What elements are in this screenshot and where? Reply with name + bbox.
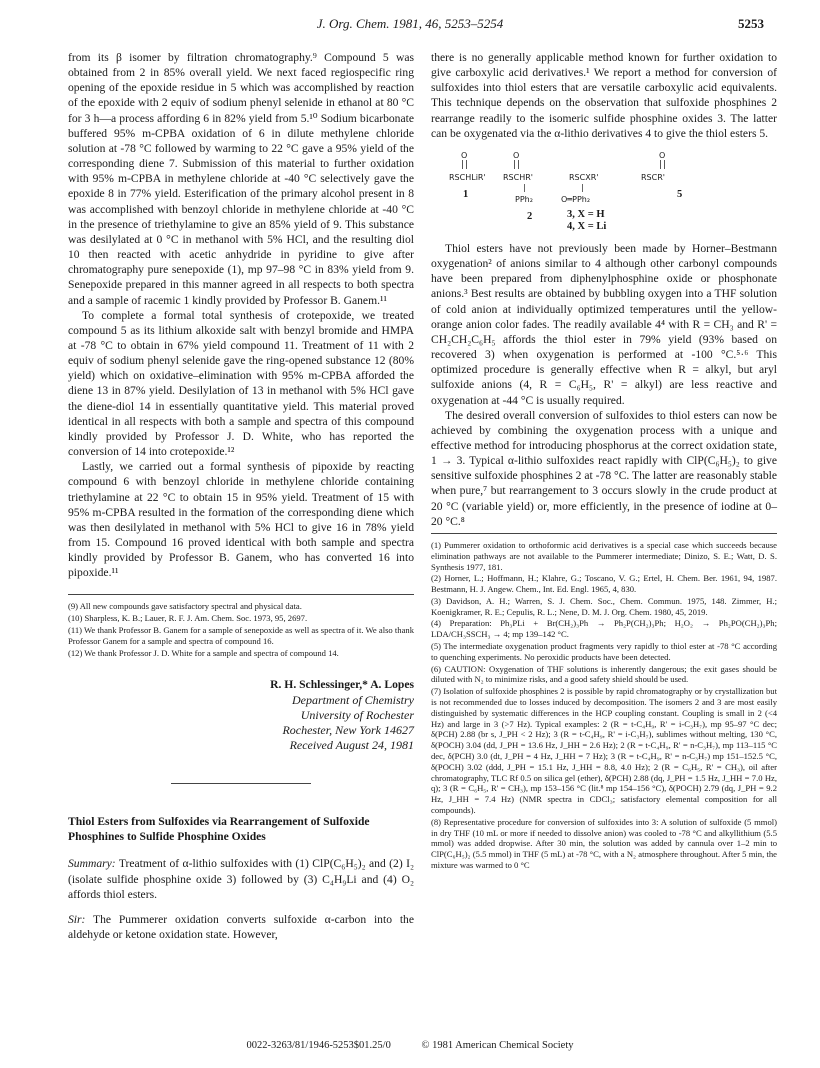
- compound-2-label: 2: [527, 210, 533, 222]
- formula-3-4: RSCXR': [569, 172, 599, 182]
- left-paragraph-1: from its β isomer by filtration chromatography.⁹ Compound 5 was obtained from 2 in 85% overall yield. We next faced regiospecific ring opening of the epoxide residue in 5 which was accomplished by reaction of the epoxide with 2 equiv of sodium phenyl selenide in ethanol at 80 °C for 3 h—a process affording 6 in 82% yield from 5.¹⁰ Sodium bicarbonate buffered 95% m-CPBA oxidation of 6 in dilute methylene chloride solution at -78 °C followed by warming to 22 °C gave a 95% yield of the corresponding diene 7. Submission of this material to further oxidation with 95% m-CPBA in methylene chloride at -40 °C selectively gave the epoxide 8 in 77% yield. Esterification of the primary alcohol present in 8 was accomplished with benzoyl chloride in methylene chloride at -40 °C in the presence of triethylamine to give an 85% yield of 9. This substance was desilylated at 0 °C in methanol with 5% HCl, and the resulting diol 10 then reacted with acetic anhydride in pyridine to give after chromatography pure senepoxide (1), mp 97–98 °C in 83% yield from 9. Senepoxide prepared in this manner agreed in all respects to both spectra and a sample of racemic 1 kindly provided by Professor B. Ganem.¹¹: [68, 51, 414, 307]
- pph2-substituent: PPh₂: [515, 194, 533, 204]
- footnote-1: (1) Pummerer oxidation to orthoformic acid derivatives is a special case which succeeds because elimination pathways are not available to the Pummerer intermediate; Dinizo, S. E.; Watt, D. S. Synthesis 1977, 181.: [431, 539, 777, 572]
- summary: [68, 856, 414, 901]
- author-line: R. H. Schlessinger,* A. Lopes: [270, 678, 414, 692]
- affiliation-university: University of Rochester: [300, 708, 414, 723]
- article-code: 0022-3263/81/1946-5253$01.25/0: [246, 1040, 391, 1051]
- oxygen-5: O: [659, 150, 666, 160]
- page-footer: [0, 1040, 820, 1051]
- left-paragraph-3: Lastly, we carried out a formal synthesis of pipoxide by reacting compound 6 with benzoyl chloride in methylene chloride containing triethylamine at 22 °C to obtain 15 in 95% yield. Treatment of 15 with 95% m-CPBA resulted in the formation of the corresponding diene which was then desilylated in methanol with 5% HCl to give 16 in 78% yield from 15. Compound 16 proved identical with both sample and spectra kindly provided by Professor B. Ganem, who has converted 16 into pipoxide.¹¹: [68, 460, 414, 580]
- affiliation-department: Department of Chemistry: [292, 693, 414, 708]
- sir-label: Sir:: [68, 912, 86, 926]
- summary-text: Treatment of α-lithio sulfoxides with (1) ClP(C₆H₅)₂ and (2) I₂ (isolate sulfide phosphine oxide 3) followed by (3) C₄H₉Li and (4) O₂ affords thiol esters.: [68, 857, 414, 901]
- footnote-12: (12) We thank Professor J. D. White for a sample and spectra of compound 14.: [68, 647, 339, 658]
- copyright: © 1981 American Chemical Society: [421, 1040, 574, 1051]
- reaction-scheme: [431, 147, 777, 233]
- article-title: Thiol Esters from Sulfoxides via Rearrangement of Sulfoxide Phosphines to Sulfide Phosphine Oxides: [68, 815, 370, 844]
- footnote-9: (9) All new compounds gave satisfactory spectral and physical data.: [68, 601, 302, 612]
- compound-3-label: 3, X = H: [567, 208, 605, 220]
- left-paragraph-2: To complete a formal total synthesis of crotepoxide, we treated compound 5 as its lithium alkoxide salt with benzyl bromide and HMPA at -78 °C to obtain in 67% yield compound 11. Treatment of 11 with 2 equiv of sodium phenyl selenide gave the ring-opened substance 12 (80% yield) which on oxidative–elimination with 95% m-CPBA afforded the diene 13 in 87% yield. Desilylation of 13 in methanol with 5% HCl gave the diene-diol 14 in essentially quantitative yield. This material proved identical in all respects with both a sample and spectra of this compound kindly provided by Professor J. D. White, who has reported the conversion of 14 into crotepoxide.¹²: [68, 308, 414, 459]
- compound-1-label: 1: [463, 188, 469, 200]
- double-bond-1: ||: [461, 159, 470, 170]
- left-footnotes: [68, 594, 414, 658]
- double-bond-2: ||: [513, 159, 522, 170]
- sir-text: The Pummerer oxidation converts sulfoxide α-carbon into the aldehyde or ketone oxidation state. However,: [68, 912, 414, 942]
- article-separator: [171, 783, 311, 784]
- formula-2: RSCHR': [503, 172, 533, 182]
- footnote-2: (2) Horner, L.; Hoffmann, H.; Klahre, G.; Toscano, V. G.; Ertel, H. Chem. Ber. 1961, 94, 1987. Bestmann, H. J. Angew. Chem., Int. Ed. Engl. 1965, 4, 830.: [431, 573, 777, 595]
- affiliation-city: Rochester, New York 14627: [282, 723, 414, 738]
- opph2-substituent: O═PPh₂: [561, 194, 591, 204]
- footnote-11: (11) We thank Professor B. Ganem for a sample of senepoxide as well as spectra of it. We also thank Professor Ganem for a sample and spectra of compound 16.: [68, 625, 414, 646]
- journal-citation: J. Org. Chem. 1981, 46, 5253–5254: [316, 16, 504, 31]
- bond-2: |: [523, 182, 526, 192]
- affiliation: [68, 693, 414, 753]
- received-date: Received August 24, 1981: [289, 738, 414, 753]
- page-number: 5253: [738, 16, 764, 31]
- footnote-7: (7) Isolation of sulfoxide phosphines 2 is possible by rapid chromatography or by crystallization but is not recommended due to losses induced by decomposition. The isomers 2 and 3 are most easily distinguished by systematic differences in the HCP coupling constant. Coupling is small in 2 (<4 Hz) and large in 3 (>7 Hz). Typical examples: 2 (R = t-C₄H₉, R' = i-C₃H₇), mp 95–97 °C dec; δ(PCH) 2.88 (br s, J_PH < 2 Hz); 3 (R = t-C₄H₉, R' = i-C₃H₇), sublimes without melting, 130 °C, δ(POCH) 3.04 (dd, J_PH = 13.6 Hz, J_HH = 2.6 Hz); 2 (R = t-C₄H₉, R' = n-C₃H₇), mp 113–115 °C dec, δ(PCH) 3.0 (dt, J_PH = 4 Hz, J_HH = 7 Hz); 3 (R = t-C₄H₉, R' = n-C₃H₇) mp 151–152.5 °C, δ(POCH) 3.02 (ddd, J_PH = 15.1 Hz, J_HH = 8.8, 4.0 Hz); 2 (R = C₆H₅, R' = CH₃), oil after chromatography, TLC Rf 0.5 on silica gel (ether), δ(PCH) 2.88 (dq, J_PH = 1.5 Hz, J_HH = 7.0 Hz, q); 3 (R = C₆H₅, R' = CH₃), mp 153–156 °C (lit.⁸ mp 154–156 °C), δ(POCH) 2.79 (dq, J_PH = 9.2 Hz, J_HH = 7.4 Hz) (NMR spectra in CDCl₃; satisfactory elemental composition for all compounds).: [431, 686, 777, 816]
- summary-label: Summary:: [68, 857, 116, 871]
- bond-3: |: [581, 182, 584, 192]
- compound-4-label: 4, X = Li: [567, 220, 607, 232]
- right-paragraph-2: The desired overall conversion of sulfoxides to thiol esters can now be achieved by combining the oxygenation process with a unique and effective method for introducing phosphorus at the correct oxidation state, 1 → 3. Typical α-lithio sulfoxides react rapidly with ClP(C₆H₅)₂ to give sensitive sulfoxide phosphines 2 at -78 °C. The latter are reasonably stable when pure,⁷ but rearrangement to 3 occurs slowly in the crude product at 20 °C (variable yield) or, more efficiently, in the presence of iodine at 0–20 °C.⁸: [431, 408, 777, 528]
- footnote-6: (6) CAUTION: Oxygenation of THF solutions is inherently dangerous; the exit gases should be diluted with N₂ to minimize risks, and a good safety shield should be used.: [431, 663, 777, 685]
- sir-paragraph: [68, 912, 414, 942]
- footnote-5: (5) The intermediate oxygenation product fragments very rapidly to thiol ester at -78 °C according to quenching experiments. No peroxidic products have been detected.: [431, 641, 777, 662]
- footnote-10: (10) Sharpless, K. B.; Lauer, R. F. J. Am. Chem. Soc. 1973, 95, 2697.: [68, 613, 308, 624]
- footnote-3: (3) Davidson, A. H.; Warren, S. J. Chem. Soc., Chem. Commun. 1975, 148. Zimmer, H.; Koenigkramer, R. E.; Cepulis, R. L.; Nene, D. M. J. Org. Chem. 1980, 45, 2019.: [431, 595, 777, 617]
- right-paragraph-1: Thiol esters have not previously been made by Horner–Bestmann oxygenation² of anions similar to 4 although other carbonyl compounds have been prepared from diphenylphosphine oxide or phosphonate anions.³ Best results are obtained by bubbling oxygen into a THF solution of cold anion at individually optimized temperatures until the yellow-orange anion color fades. The readily available 4⁴ with R = CH₃ and R' = CH₂CH₂C₆H₅ affords the thiol ester in 79% yield (93% based on recovered 3) when oxygenation is performed at -100 °C.⁵·⁶ This optimized procedure is generally effective when R = alkyl, but aryl sulfoxide anions (4, R = C₆H₅, R' = alkyl) are less reactive and oxygenation at -44 °C is usually required.: [431, 241, 777, 407]
- formula-5: RSCR': [641, 172, 665, 182]
- right-column: [431, 50, 777, 871]
- footnote-8: (8) Representative procedure for conversion of sulfoxides into 3: A solution of sulfoxide (5 mmol) in dry THF (10 mL or more if needed to dissolve anion) was cooled to -78 °C and alkyllithium (5.5 mmol) was added dropwise. After 30 min, the solution was added by cannula over 1–2 min to ClP(C₆H₅)₂ (5.5 mmol) in THF (5 mL) at -78 °C, with a N₂ atmosphere throughout. After 5 min, the mixture was warmed to 0 °C: [431, 816, 777, 871]
- right-footnotes: [431, 533, 777, 871]
- left-column: [68, 50, 414, 942]
- double-bond-5: ||: [659, 159, 668, 170]
- footnote-4: (4) Preparation: Ph₃PLi + Br(CH₂)₃Ph → Ph₂P(CH₂)₃Ph; H₂O₂ → Ph₂PO(CH₂)₃Ph; LDA/CH₃SSCH₃ → 4; mp 139–142 °C.: [431, 618, 777, 640]
- formula-1: RSCHLiR': [449, 172, 486, 182]
- oxygen-1: O: [461, 150, 468, 160]
- oxygen-2: O: [513, 150, 520, 160]
- compound-5-label: 5: [677, 188, 683, 200]
- running-header: [0, 16, 820, 40]
- right-intro: there is no generally applicable method known for further oxidation to give carboxylic acid derivatives.¹ We report a method for conversion of sulfoxides into thiol esters that are versatile carboxylic acid equivalents. This technique depends on the observation that sulfoxide phosphines 2 rearrange readily to the isomeric sulfide phosphine oxides 3. The latter can be oxygenated via the α-lithio derivatives 4 to give the thiol esters 5.: [431, 51, 777, 140]
